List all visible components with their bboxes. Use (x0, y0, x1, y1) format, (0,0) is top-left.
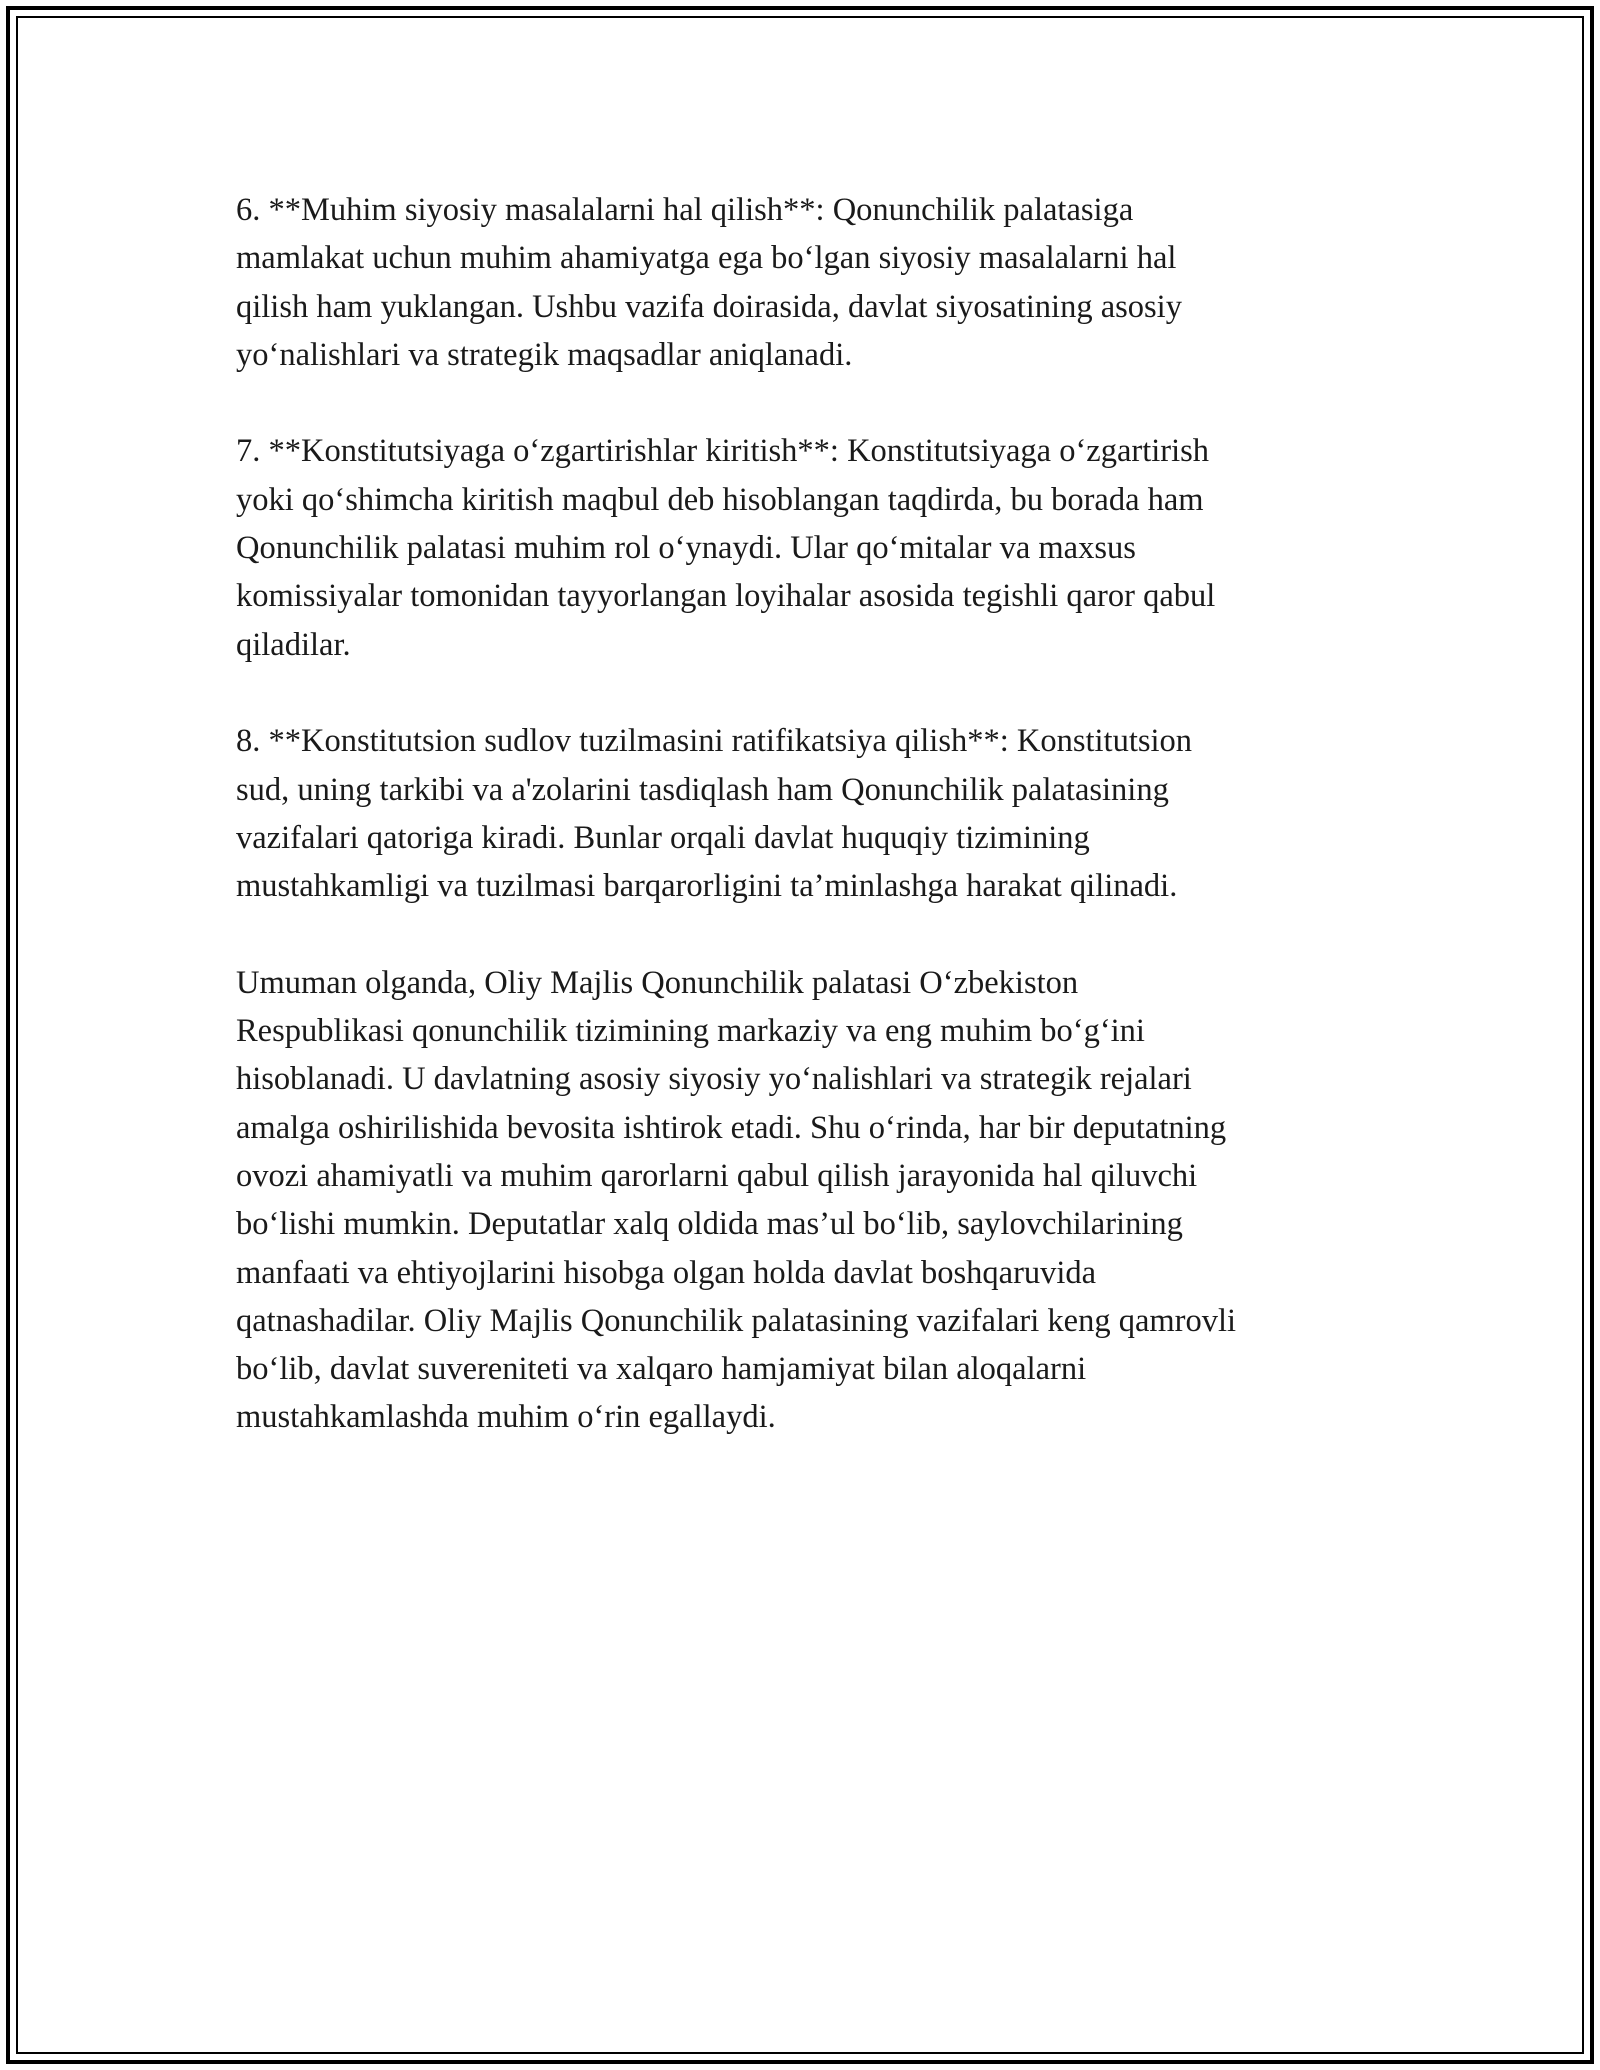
paragraph-conclusion: Umuman olganda, Oliy Majlis Qonunchilik palatasi O‘zbekiston Respublikasi qonunchilik tizimining markaziy va eng muhim bo‘g‘ini hisoblanadi. U davlatning asosiy siyosiy yo‘nalishlari va strategik rejalari amalga oshirilishida bevosita ishtirok etadi. Shu o‘rinda, har bir deputatning ovozi ahamiyatli va muhim qarorlarni qabul qilish jarayonida hal qiluvchi bo‘lishi mumkin. Deputatlar xalq oldida mas’ul bo‘lib, saylovchilarining manfaati va ehtiyojlarini hisobga olgan holda davlat boshqaruvida qatnashadilar. Oliy Majlis Qonunchilik palatasining vazifalari keng qamrovli bo‘lib, davlat suvereniteti va xalqaro hamjamiyat bilan aloqalarni mustahkamlashda muhim o‘rin egallaydi. (236, 964, 1237, 1436)
paragraph-item-6: 6. **Muhim siyosiy masalalarni hal qilish**: Qonunchilik palatasiga mamlakat uchun muhim ahamiyatga ega bo‘lgan siyosiy masalalarni hal qilish ham yuklangan. Ushbu vazifa doirasida, davlat siyosatining asosiy yo‘nalishlari va strategik maqsadlar aniqlanadi. (236, 192, 1182, 373)
document-body (236, 186, 1376, 1490)
paragraph-item-8: 8. **Konstitutsion sudlov tuzilmasini ratifikatsiya qilish**: Konstitutsion sud, uning tarkibi va a'zolarini tasdiqlash ham Qonunchilik palatasining vazifalari qatoriga kiradi. Bunlar orqali davlat huquqiy tizimining mustahkamligi va tuzilmasi barqarorligini ta’minlashga harakat qilinadi. (236, 723, 1193, 905)
paragraph-item-7: 7. **Konstitutsiyaga o‘zgartirishlar kiritish**: Konstitutsiyaga o‘zgartirish yoki qo‘shimcha kiritish maqbul deb hisoblangan taqdirda, bu borada ham Qonunchilik palatasi muhim rol o‘ynaydi. Ular qo‘mitalar va maxsus komissiyalar tomonidan tayyorlangan loyihalar asosida tegishli qaror qabul qiladilar. (236, 433, 1216, 663)
